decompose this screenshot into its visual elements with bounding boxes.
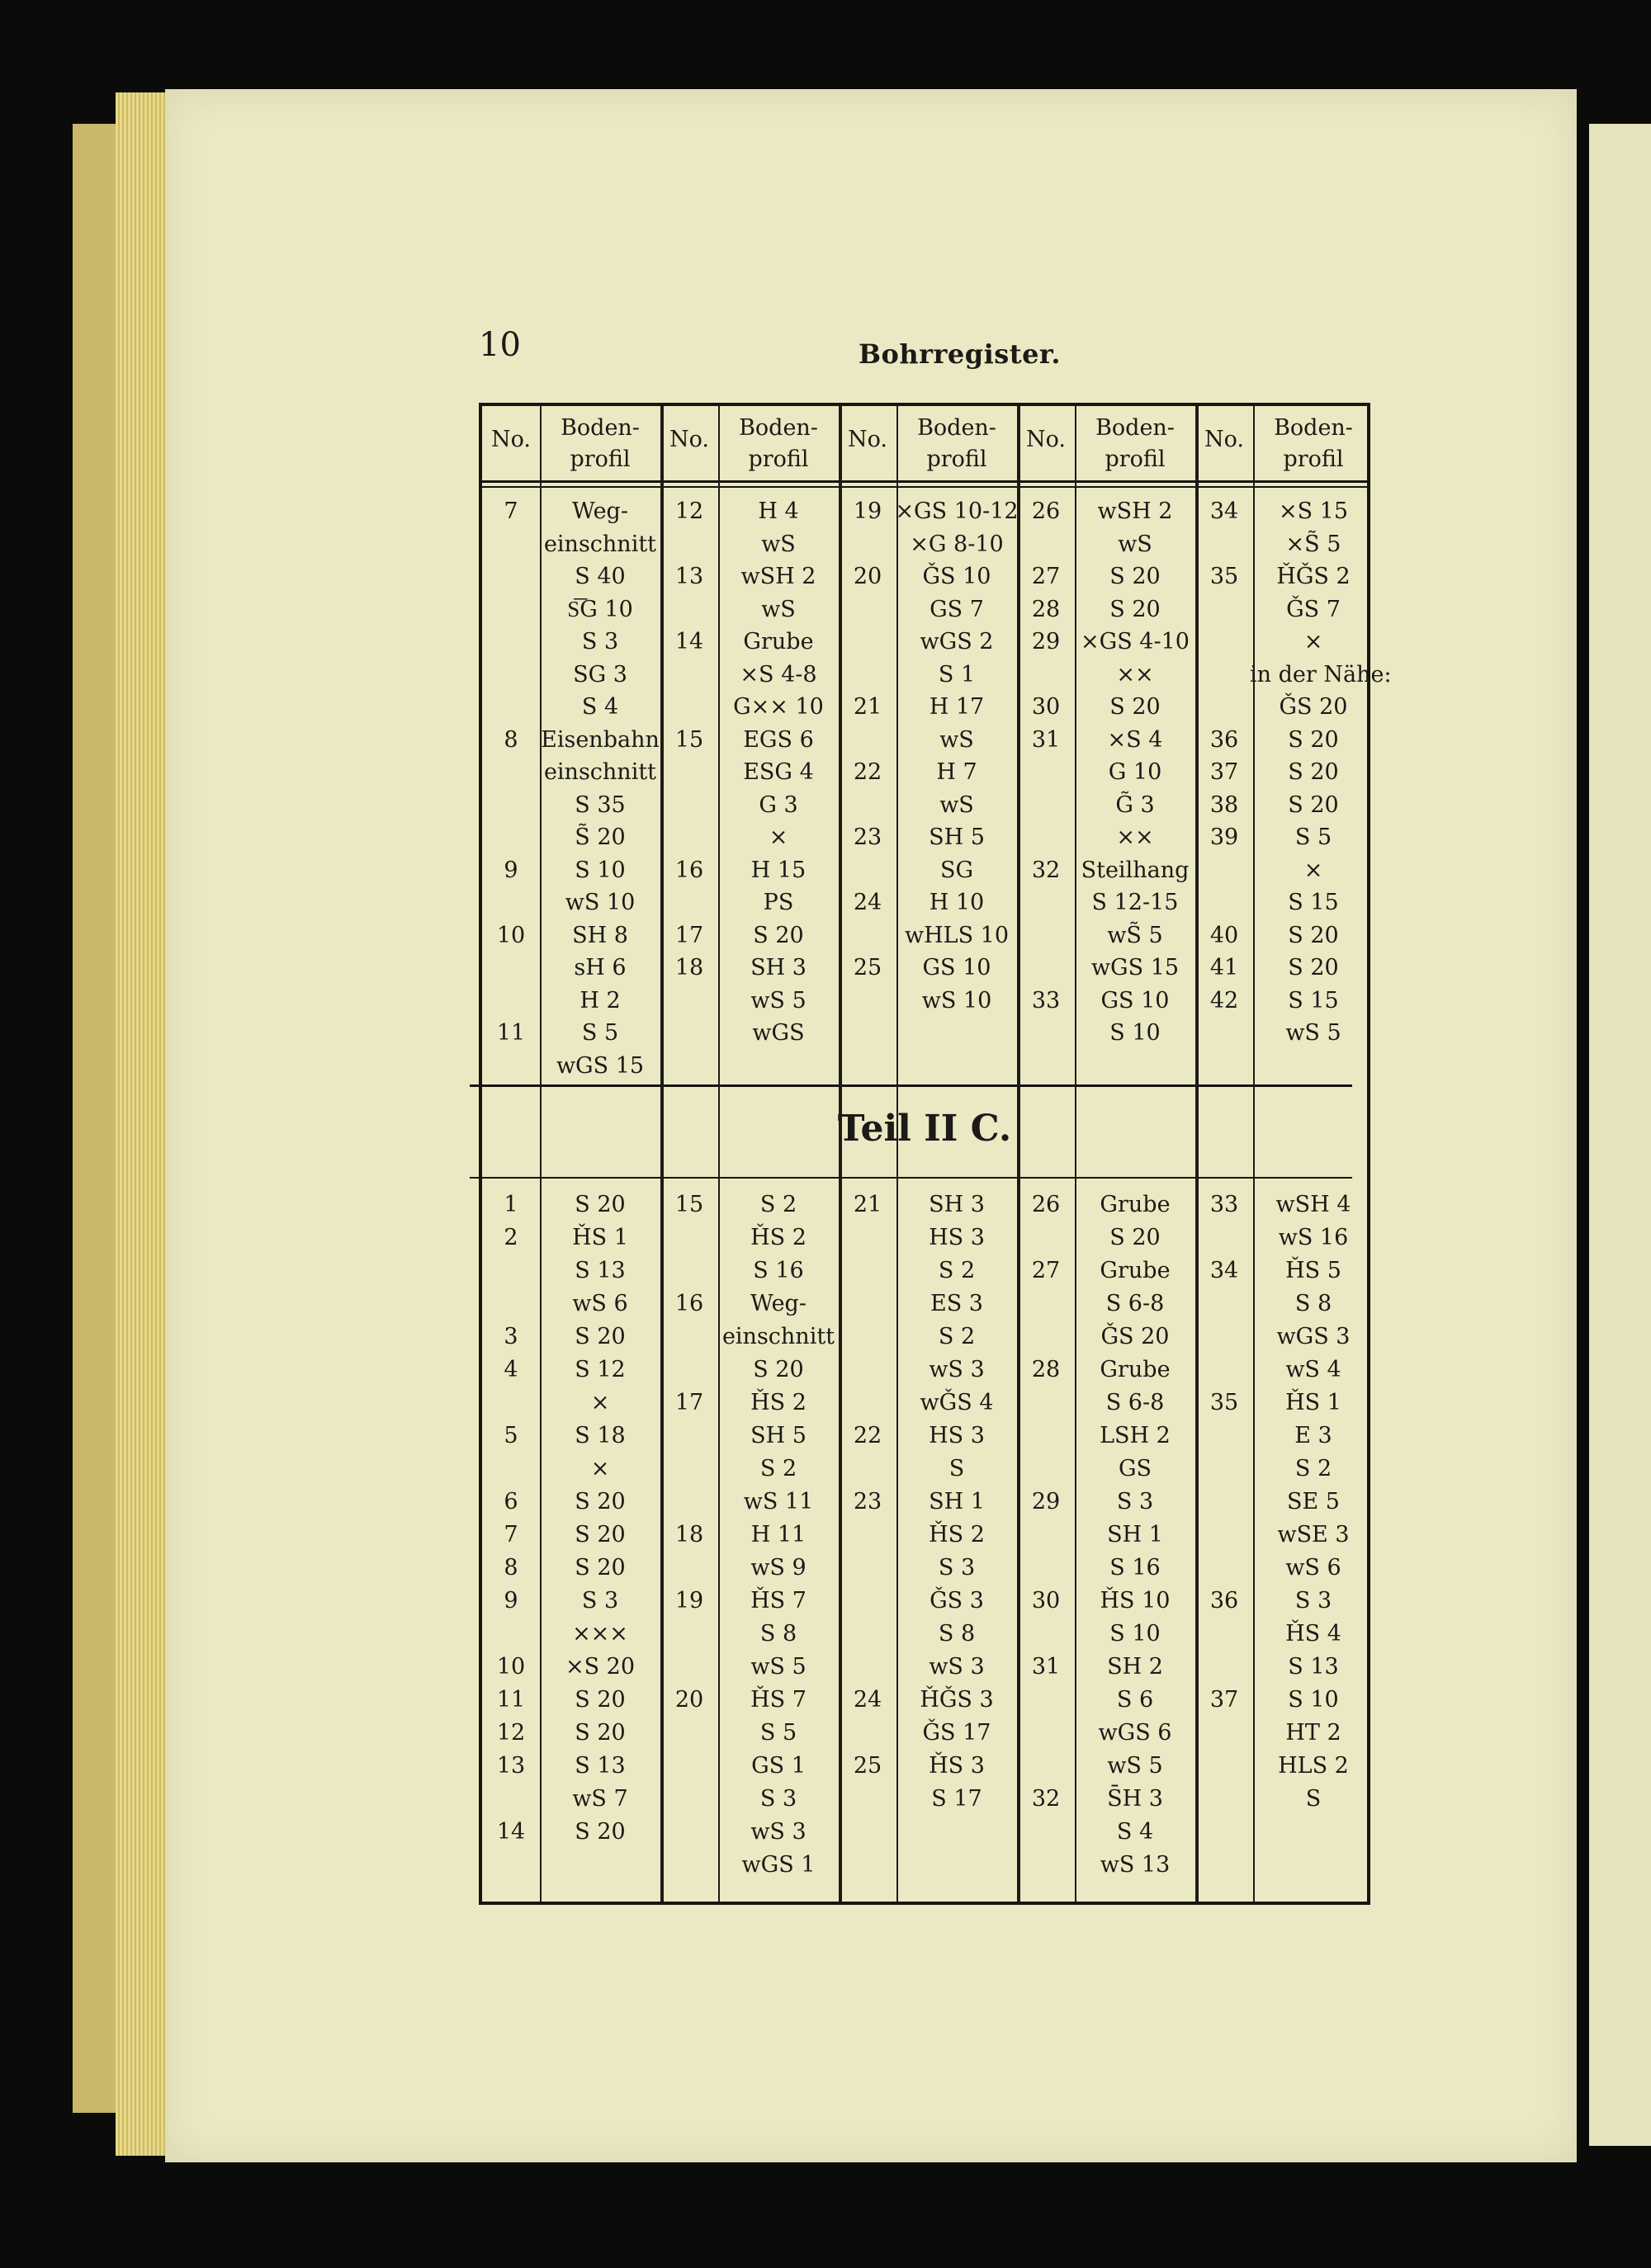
soil-profile-entry: HS 3 bbox=[929, 1423, 985, 1448]
boring-number: 37 bbox=[1209, 1687, 1239, 1713]
header-boden: Boden- bbox=[739, 415, 818, 441]
boring-number: 2 bbox=[504, 1225, 518, 1250]
soil-profile-entry: S 5 bbox=[1294, 825, 1332, 850]
soil-profile-entry: S 12 bbox=[575, 1357, 626, 1382]
header-profil: profil bbox=[570, 447, 631, 472]
soil-profile-entry: wGS 2 bbox=[920, 629, 994, 654]
running-head: Bohrregister. bbox=[859, 338, 1061, 370]
soil-profile-entry: wS 11 bbox=[743, 1489, 814, 1514]
soil-profile-entry: S 15 bbox=[1288, 890, 1339, 915]
header-boden: Boden- bbox=[1095, 415, 1175, 441]
soil-profile-entry: S 35 bbox=[575, 791, 626, 818]
soil-profile-entry: ×GS 10-12 bbox=[895, 498, 1019, 524]
soil-profile-entry: in der Nähe: bbox=[1250, 661, 1392, 687]
boring-number: 31 bbox=[1031, 1654, 1061, 1680]
boring-number: 29 bbox=[1031, 629, 1061, 654]
soil-profile-entry: wS 5 bbox=[750, 987, 807, 1014]
boring-number: 19 bbox=[674, 1588, 704, 1614]
boring-number: 39 bbox=[1209, 825, 1239, 850]
soil-profile-entry: GS 10 bbox=[1100, 987, 1170, 1014]
boring-number: 35 bbox=[1209, 564, 1239, 589]
soil-profile-entry: G 10 bbox=[1108, 759, 1162, 785]
soil-profile-entry: wS bbox=[761, 596, 796, 622]
soil-profile-entry: ×S 4-8 bbox=[740, 661, 817, 687]
header-bodenprofil bbox=[718, 413, 839, 475]
soil-profile-entry: ǦS 20 bbox=[1279, 694, 1348, 720]
soil-profile-entry: wS 3 bbox=[929, 1654, 985, 1680]
book-edge bbox=[73, 124, 122, 2113]
soil-profile-entry: wS 13 bbox=[1100, 1852, 1171, 1878]
soil-profile-entry: ȞS 10 bbox=[1100, 1588, 1171, 1614]
boring-number: 1 bbox=[504, 1192, 518, 1217]
soil-profile-entry: S 13 bbox=[575, 1753, 626, 1779]
soil-profile-entry: S 13 bbox=[1288, 1654, 1339, 1680]
header-profil: profil bbox=[926, 447, 987, 472]
header-no: No. bbox=[669, 427, 709, 452]
soil-profile-entry: Eisenbahn bbox=[541, 726, 660, 753]
header-rule bbox=[482, 480, 1367, 483]
soil-profile-entry: S 3 bbox=[759, 1786, 797, 1812]
boring-number: 36 bbox=[1209, 1588, 1239, 1614]
boring-number: 37 bbox=[1209, 759, 1239, 785]
soil-profile-entry: wS 3 bbox=[750, 1819, 807, 1845]
soil-profile-entry: ǦS 20 bbox=[1100, 1324, 1170, 1349]
soil-profile-entry: S 20 bbox=[575, 1687, 626, 1713]
soil-profile-entry: wS bbox=[761, 531, 796, 557]
soil-profile-entry: S 3 bbox=[581, 629, 619, 654]
soil-profile-entry: S 8 bbox=[1294, 1291, 1332, 1316]
soil-profile-entry: LSH 2 bbox=[1100, 1423, 1171, 1448]
soil-profile-entry: wS 3 bbox=[929, 1357, 985, 1382]
soil-profile-entry: S 20 bbox=[1109, 596, 1161, 622]
soil-profile-entry: S 12-15 bbox=[1091, 890, 1179, 915]
soil-profile-entry: S 20 bbox=[1288, 922, 1339, 948]
boring-number: 8 bbox=[504, 1555, 518, 1581]
boring-number: 26 bbox=[1031, 498, 1061, 524]
boring-number: 16 bbox=[674, 857, 704, 883]
boring-number: 12 bbox=[496, 1720, 526, 1746]
soil-profile-entry: S 4 bbox=[581, 694, 619, 720]
soil-profile-entry: wGS 15 bbox=[1090, 955, 1180, 980]
soil-profile-entry: wGS 3 bbox=[1276, 1324, 1351, 1349]
soil-profile-entry: E 3 bbox=[1294, 1423, 1332, 1448]
soil-profile-entry: ×S 20 bbox=[565, 1654, 636, 1680]
boring-number: 24 bbox=[853, 1687, 882, 1713]
soil-profile-entry: einschnitt bbox=[543, 759, 657, 785]
header-bodenprofil bbox=[540, 413, 660, 475]
soil-profile-entry: SG 3 bbox=[573, 661, 627, 687]
soil-profile-entry: wǦS 4 bbox=[920, 1390, 994, 1415]
header-profil: profil bbox=[748, 447, 809, 472]
soil-profile-entry: H 7 bbox=[936, 759, 977, 785]
boring-number: 4 bbox=[504, 1357, 518, 1382]
header-no: No. bbox=[1026, 427, 1066, 452]
soil-profile-entry: wS 6 bbox=[572, 1291, 628, 1316]
soil-profile-entry: S 20 bbox=[1109, 694, 1161, 720]
soil-profile-entry: S 3 bbox=[581, 1588, 619, 1614]
soil-profile-entry: S 2 bbox=[759, 1192, 797, 1217]
soil-profile-entry: S 20 bbox=[1109, 564, 1161, 589]
soil-profile-entry: S 8 bbox=[759, 1621, 797, 1647]
boring-number: 23 bbox=[853, 1489, 882, 1514]
soil-profile-entry: ×S̃ 5 bbox=[1285, 531, 1341, 557]
soil-profile-entry: S 2 bbox=[938, 1258, 976, 1283]
boring-number: 17 bbox=[674, 1390, 704, 1415]
soil-profile-entry: S 20 bbox=[1288, 955, 1339, 980]
soil-profile-entry: wS 9 bbox=[750, 1555, 807, 1581]
soil-profile-entry: SH 1 bbox=[1107, 1522, 1163, 1547]
soil-profile-entry: S͞G 10 bbox=[567, 596, 633, 622]
soil-profile-entry: H 11 bbox=[750, 1522, 807, 1547]
soil-profile-entry: S 2 bbox=[1294, 1456, 1332, 1481]
boring-number: 23 bbox=[853, 825, 882, 850]
soil-profile-entry: wSH 2 bbox=[1097, 498, 1173, 524]
soil-profile-entry: wS 5 bbox=[1285, 1020, 1341, 1046]
header-profil: profil bbox=[1105, 447, 1166, 472]
soil-profile-entry: wS 10 bbox=[921, 987, 992, 1014]
boring-number: 25 bbox=[853, 955, 882, 980]
soil-profile-entry: SH 2 bbox=[1107, 1654, 1163, 1680]
soil-profile-entry: wS 4 bbox=[1285, 1357, 1341, 1382]
boring-number: 27 bbox=[1031, 1258, 1061, 1283]
boring-number: 33 bbox=[1209, 1192, 1239, 1217]
soil-profile-entry: ȞS 7 bbox=[750, 1588, 807, 1614]
soil-profile-entry: S 10 bbox=[1109, 1621, 1161, 1647]
boring-number: 34 bbox=[1209, 1258, 1239, 1283]
soil-profile-entry: ȞS 5 bbox=[1285, 1258, 1341, 1283]
soil-profile-entry: G 3 bbox=[759, 791, 798, 818]
soil-profile-entry: Grube bbox=[1100, 1357, 1171, 1382]
soil-profile-entry: wGS bbox=[752, 1020, 805, 1046]
soil-profile-entry: H 17 bbox=[929, 694, 985, 720]
page-number: 10 bbox=[479, 326, 521, 364]
soil-profile-entry: wGS 6 bbox=[1098, 1720, 1172, 1746]
boring-number: 6 bbox=[504, 1489, 518, 1514]
soil-profile-entry: ȞS 7 bbox=[750, 1687, 807, 1713]
header-profil: profil bbox=[1283, 447, 1344, 472]
header-bodenprofil bbox=[1253, 413, 1374, 475]
soil-profile-entry: wS bbox=[939, 791, 974, 818]
soil-profile-entry: ×GS 4-10 bbox=[1081, 629, 1190, 654]
soil-profile-entry: S 13 bbox=[575, 1258, 626, 1283]
boring-number: 5 bbox=[504, 1423, 518, 1448]
soil-profile-entry: SH 3 bbox=[750, 955, 807, 980]
soil-profile-entry: S 20 bbox=[753, 922, 804, 948]
soil-profile-entry: S 3 bbox=[938, 1555, 976, 1581]
boring-number: 11 bbox=[496, 1020, 526, 1046]
soil-profile-entry: H 4 bbox=[758, 498, 799, 524]
soil-profile-entry: S 16 bbox=[753, 1258, 804, 1283]
soil-profile-entry: S 1 bbox=[938, 661, 976, 687]
soil-profile-entry: wS 7 bbox=[572, 1786, 628, 1812]
soil-profile-entry: S 3 bbox=[1116, 1489, 1154, 1514]
boring-number: 31 bbox=[1031, 726, 1061, 753]
boring-number: 29 bbox=[1031, 1489, 1061, 1514]
header-no: No. bbox=[491, 427, 531, 452]
soil-profile-entry: S 40 bbox=[575, 564, 626, 589]
soil-profile-entry: ȞS 2 bbox=[929, 1522, 985, 1547]
soil-profile-entry: einschnitt bbox=[721, 1324, 835, 1349]
soil-profile-entry: SE 5 bbox=[1287, 1489, 1340, 1514]
soil-profile-entry: ȞS 4 bbox=[1285, 1621, 1341, 1647]
soil-profile-entry: wGS 1 bbox=[741, 1852, 816, 1878]
boring-number: 40 bbox=[1209, 922, 1239, 948]
soil-profile-entry: S bbox=[1305, 1786, 1322, 1812]
boring-number: 30 bbox=[1031, 694, 1061, 720]
soil-profile-entry: S 8 bbox=[938, 1621, 976, 1647]
soil-profile-entry: ×G 8-10 bbox=[910, 531, 1004, 557]
boring-number: 12 bbox=[674, 498, 704, 524]
soil-profile-entry: wSH 2 bbox=[740, 564, 816, 589]
soil-profile-entry: ǦS 7 bbox=[1286, 596, 1341, 622]
boring-number: 13 bbox=[674, 564, 704, 589]
header-no: No. bbox=[1204, 427, 1244, 452]
boring-number: 16 bbox=[674, 1291, 704, 1316]
soil-profile-entry: ȞS 1 bbox=[1285, 1390, 1341, 1415]
soil-profile-entry: S 20 bbox=[1109, 1225, 1161, 1250]
soil-profile-entry: ȞǦS 3 bbox=[920, 1687, 994, 1713]
soil-profile-entry: S 20 bbox=[575, 1489, 626, 1514]
soil-profile-entry: SH 3 bbox=[929, 1192, 985, 1217]
soil-profile-entry: GS 1 bbox=[751, 1753, 806, 1779]
soil-profile-entry: PS bbox=[763, 890, 794, 915]
soil-profile-entry: ǦS 17 bbox=[922, 1720, 991, 1746]
header-rule-2 bbox=[482, 486, 1367, 488]
soil-profile-entry: HLS 2 bbox=[1278, 1753, 1349, 1779]
boring-number: 14 bbox=[496, 1819, 526, 1845]
soil-profile-entry: einschnitt bbox=[543, 531, 657, 557]
boring-number: 42 bbox=[1209, 987, 1239, 1014]
soil-profile-entry: S 20 bbox=[575, 1324, 626, 1349]
boring-number: 3 bbox=[504, 1324, 518, 1349]
boring-number: 9 bbox=[504, 1588, 518, 1614]
soil-profile-entry: Weg- bbox=[750, 1291, 807, 1316]
soil-profile-entry: wS 5 bbox=[1107, 1753, 1163, 1779]
soil-profile-entry: S 16 bbox=[1109, 1555, 1161, 1581]
boring-number: 32 bbox=[1031, 857, 1061, 883]
soil-profile-entry: wHLS 10 bbox=[904, 922, 1010, 948]
soil-profile-entry: ×× bbox=[1116, 661, 1154, 687]
boring-number: 15 bbox=[674, 726, 704, 753]
boring-number: 20 bbox=[674, 1687, 704, 1713]
soil-profile-entry: S 10 bbox=[575, 857, 626, 883]
boring-number: 19 bbox=[853, 498, 882, 524]
boring-number: 28 bbox=[1031, 1357, 1061, 1382]
soil-profile-entry: S 6-8 bbox=[1105, 1390, 1165, 1415]
boring-number: 13 bbox=[496, 1753, 526, 1779]
boring-number: 35 bbox=[1209, 1390, 1239, 1415]
soil-profile-entry: SG bbox=[939, 857, 974, 883]
facing-page bbox=[1589, 124, 1651, 2146]
header-boden: Boden- bbox=[561, 415, 640, 441]
boring-number: 11 bbox=[496, 1687, 526, 1713]
soil-profile-entry: EGS 6 bbox=[743, 726, 814, 753]
soil-profile-entry: wGS 15 bbox=[556, 1052, 645, 1079]
soil-profile-entry: S 3 bbox=[1294, 1588, 1332, 1614]
soil-profile-entry: GS bbox=[1118, 1456, 1152, 1481]
soil-profile-entry: S̃ 20 bbox=[575, 825, 626, 850]
soil-profile-entry: wS̃ 5 bbox=[1107, 922, 1163, 948]
soil-profile-entry: S 20 bbox=[575, 1192, 626, 1217]
soil-profile-entry: HT 2 bbox=[1285, 1720, 1341, 1746]
soil-profile-entry: H 15 bbox=[750, 857, 807, 883]
section-rule-bottom bbox=[470, 1177, 1352, 1179]
boring-number: 7 bbox=[504, 1522, 518, 1547]
boring-number: 10 bbox=[496, 1654, 526, 1680]
boring-number: 15 bbox=[674, 1192, 704, 1217]
soil-profile-entry: ȞS 1 bbox=[572, 1225, 628, 1250]
section-rule-top bbox=[470, 1084, 1352, 1087]
header-bodenprofil bbox=[1075, 413, 1195, 475]
soil-profile-entry: wS bbox=[1118, 531, 1152, 557]
boring-number: 21 bbox=[853, 1192, 882, 1217]
soil-profile-entry: GS 10 bbox=[922, 955, 991, 980]
header-bodenprofil bbox=[896, 413, 1017, 475]
boring-number: 26 bbox=[1031, 1192, 1061, 1217]
soil-profile-entry: wSE 3 bbox=[1277, 1522, 1350, 1547]
header-no: No. bbox=[848, 427, 887, 452]
soil-profile-entry: S 2 bbox=[938, 1324, 976, 1349]
soil-profile-entry: Steilhang bbox=[1081, 857, 1190, 883]
soil-profile-entry: × bbox=[1303, 857, 1323, 883]
boring-number: 18 bbox=[674, 955, 704, 980]
soil-profile-entry: S 20 bbox=[1288, 759, 1339, 785]
soil-profile-entry: × bbox=[590, 1456, 610, 1481]
soil-profile-entry: wSH 4 bbox=[1275, 1192, 1351, 1217]
soil-profile-entry: ES 3 bbox=[930, 1291, 983, 1316]
soil-profile-entry: wS 10 bbox=[565, 890, 636, 915]
boring-number: 28 bbox=[1031, 596, 1061, 622]
soil-profile-entry: GS 7 bbox=[930, 596, 984, 622]
soil-profile-entry: S 5 bbox=[759, 1720, 797, 1746]
soil-profile-entry: G×× 10 bbox=[733, 694, 824, 720]
soil-profile-entry: ××× bbox=[572, 1621, 628, 1647]
soil-profile-entry: S 6-8 bbox=[1105, 1291, 1165, 1316]
soil-profile-entry: S 6 bbox=[1116, 1687, 1154, 1713]
header-boden: Boden- bbox=[917, 415, 996, 441]
soil-profile-entry: ×S 4 bbox=[1107, 726, 1163, 753]
soil-profile-entry: G̃ 3 bbox=[1115, 791, 1155, 818]
soil-profile-entry: S 20 bbox=[575, 1555, 626, 1581]
soil-profile-entry: S̄H 3 bbox=[1107, 1786, 1163, 1812]
soil-profile-entry: HS 3 bbox=[929, 1225, 985, 1250]
soil-profile-entry: H 2 bbox=[580, 987, 621, 1014]
register-table bbox=[479, 403, 1392, 1905]
soil-profile-entry: S 15 bbox=[1288, 987, 1339, 1014]
soil-profile-entry: S 4 bbox=[1116, 1819, 1154, 1845]
soil-profile-entry: S bbox=[948, 1456, 965, 1481]
boring-number: 21 bbox=[853, 694, 882, 720]
boring-number: 34 bbox=[1209, 498, 1239, 524]
soil-profile-entry: ESG 4 bbox=[743, 759, 814, 785]
soil-profile-entry: × bbox=[590, 1390, 610, 1415]
soil-profile-entry: Grube bbox=[1100, 1258, 1171, 1283]
soil-profile-entry: ȞǦS 2 bbox=[1276, 564, 1351, 589]
boring-number: 41 bbox=[1209, 955, 1239, 980]
boring-number: 30 bbox=[1031, 1588, 1061, 1614]
soil-profile-entry: S 17 bbox=[931, 1786, 982, 1812]
soil-profile-entry: ȞS 3 bbox=[929, 1753, 985, 1779]
boring-number: 22 bbox=[853, 759, 882, 785]
soil-profile-entry: ǦS 3 bbox=[930, 1588, 984, 1614]
section-title: Teil II C. bbox=[837, 1108, 1012, 1150]
soil-profile-entry: wS 16 bbox=[1278, 1225, 1349, 1250]
soil-profile-entry: SH 8 bbox=[572, 922, 628, 948]
boring-number: 18 bbox=[674, 1522, 704, 1547]
boring-number: 7 bbox=[504, 498, 518, 524]
soil-profile-entry: H 10 bbox=[929, 890, 985, 915]
soil-profile-entry: Grube bbox=[743, 629, 814, 654]
boring-number: 8 bbox=[504, 726, 518, 753]
boring-number: 24 bbox=[853, 890, 882, 915]
boring-number: 25 bbox=[853, 1753, 882, 1779]
soil-profile-entry: wS 5 bbox=[750, 1654, 807, 1680]
boring-number: 32 bbox=[1031, 1786, 1061, 1812]
soil-profile-entry: sH 6 bbox=[574, 955, 627, 980]
soil-profile-entry: SH 5 bbox=[929, 825, 985, 850]
soil-profile-entry: wS 6 bbox=[1285, 1555, 1341, 1581]
soil-profile-entry: SH 1 bbox=[929, 1489, 985, 1514]
boring-number: 27 bbox=[1031, 564, 1061, 589]
soil-profile-entry: S 10 bbox=[1288, 1687, 1339, 1713]
boring-number: 10 bbox=[496, 922, 526, 948]
soil-profile-entry: ǦS 10 bbox=[922, 564, 991, 589]
soil-profile-entry: ×S 15 bbox=[1278, 498, 1349, 524]
soil-profile-entry: Grube bbox=[1100, 1192, 1171, 1217]
soil-profile-entry: S 5 bbox=[581, 1020, 619, 1046]
soil-profile-entry: ×× bbox=[1116, 825, 1154, 850]
boring-number: 17 bbox=[674, 922, 704, 948]
boring-number: 33 bbox=[1031, 987, 1061, 1014]
soil-profile-entry: S 18 bbox=[575, 1423, 626, 1448]
boring-number: 14 bbox=[674, 629, 704, 654]
soil-profile-entry: S 20 bbox=[1288, 726, 1339, 753]
soil-profile-entry: S 20 bbox=[575, 1522, 626, 1547]
boring-number: 9 bbox=[504, 857, 518, 883]
soil-profile-entry: S 20 bbox=[1288, 791, 1339, 818]
soil-profile-entry: wS bbox=[939, 726, 974, 753]
soil-profile-entry: ȞS 2 bbox=[750, 1390, 807, 1415]
soil-profile-entry: S 10 bbox=[1109, 1020, 1161, 1046]
soil-profile-entry: S 20 bbox=[575, 1819, 626, 1845]
soil-profile-entry: S 20 bbox=[575, 1720, 626, 1746]
soil-profile-entry: ȞS 2 bbox=[750, 1225, 807, 1250]
soil-profile-entry: S 20 bbox=[753, 1357, 804, 1382]
soil-profile-entry: × bbox=[769, 825, 788, 850]
soil-profile-entry: SH 5 bbox=[750, 1423, 807, 1448]
soil-profile-entry: S 2 bbox=[759, 1456, 797, 1481]
boring-number: 22 bbox=[853, 1423, 882, 1448]
soil-profile-entry: Weg- bbox=[572, 498, 628, 524]
soil-profile-entry: × bbox=[1303, 629, 1323, 654]
boring-number: 36 bbox=[1209, 726, 1239, 753]
boring-number: 38 bbox=[1209, 791, 1239, 818]
boring-number: 20 bbox=[853, 564, 882, 589]
header-boden: Boden- bbox=[1274, 415, 1353, 441]
